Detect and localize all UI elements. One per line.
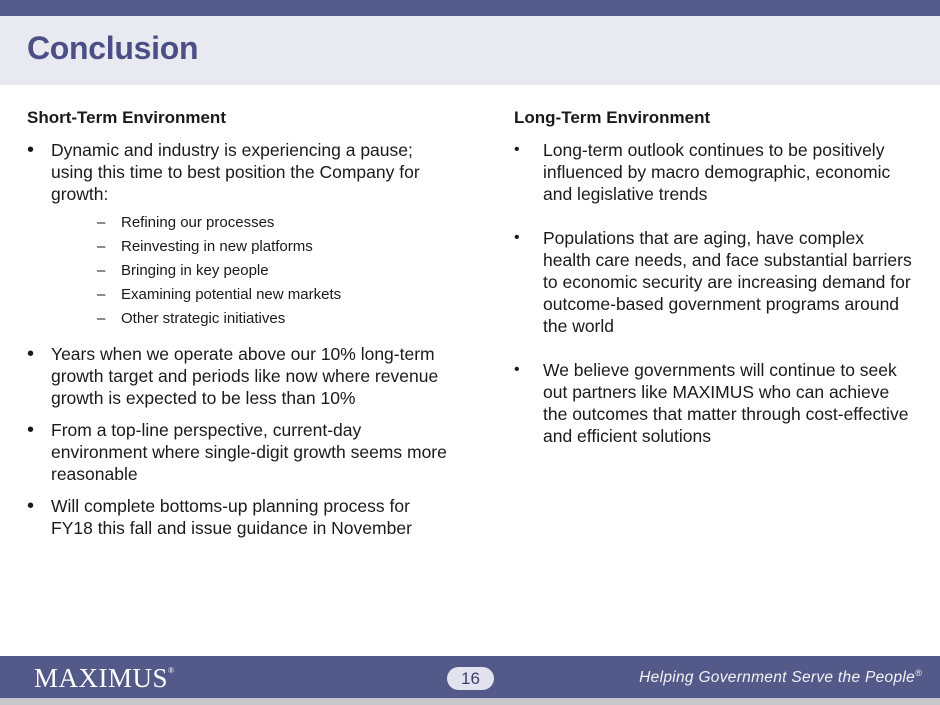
long-term-column	[514, 108, 914, 469]
sub-bullets	[51, 211, 447, 331]
bullet-icon: •	[27, 495, 35, 517]
sub-text: Examining potential new markets	[121, 286, 342, 303]
top-band	[0, 0, 940, 16]
list-item	[514, 139, 914, 205]
dash-icon: –	[97, 286, 106, 303]
dash-icon: –	[97, 238, 106, 255]
long-term-bullets	[514, 139, 914, 447]
registered-mark: ®	[915, 668, 922, 678]
sub-text: Bringing in key people	[121, 262, 269, 279]
bullet-icon: •	[27, 139, 35, 161]
slide-title: Conclusion	[27, 30, 199, 66]
list-item	[514, 359, 914, 447]
bullet-icon: •	[514, 141, 520, 158]
tagline-text: Helping Government Serve the People	[639, 669, 916, 687]
sub-list-item	[51, 235, 447, 259]
sub-list-item	[51, 211, 447, 235]
list-item	[27, 343, 447, 409]
bullet-icon: •	[27, 343, 35, 365]
bullet-text: From a top-line perspective, current-day environment where single-digit growth seems more reasonable	[51, 420, 447, 484]
page-number: 16	[447, 667, 494, 690]
bullet-icon: •	[27, 419, 35, 441]
short-term-bullets	[27, 139, 447, 539]
sub-list-item	[51, 307, 447, 331]
bullet-icon: •	[514, 229, 520, 246]
bullet-text: We believe governments will continue to seek out partners like MAXIMUS who can achieve the outcomes that matter through cost-effective and efficient solutions	[543, 360, 909, 446]
sub-text: Refining our processes	[121, 214, 275, 231]
bullet-text: Long-term outlook continues to be positively influenced by macro demographic, economic and legislative trends	[543, 140, 891, 204]
maximus-logo	[34, 663, 175, 694]
sub-list-item	[51, 259, 447, 283]
bullet-text: Dynamic and industry is experiencing a pause; using this time to best position the Company for growth:	[51, 140, 420, 204]
long-term-heading: Long-Term Environment	[514, 108, 711, 127]
bullet-text: Years when we operate above our 10% long-term growth target and periods like now where revenue growth is expected to be less than 10%	[51, 344, 439, 408]
list-item	[27, 139, 447, 331]
sub-text: Other strategic initiatives	[121, 310, 286, 327]
footer-strip	[0, 698, 940, 705]
sub-text: Reinvesting in new platforms	[121, 238, 313, 255]
short-term-heading: Short-Term Environment	[27, 108, 226, 127]
registered-mark: ®	[168, 666, 175, 675]
list-item	[514, 227, 914, 337]
bullet-text: Will complete bottoms-up planning process for FY18 this fall and issue guidance in November	[51, 496, 412, 538]
sub-list-item	[51, 283, 447, 307]
dash-icon: –	[97, 262, 106, 279]
logo-text: MAXIMUS	[34, 663, 169, 693]
tagline	[639, 668, 922, 687]
bullet-text: Populations that are aging, have complex health care needs, and face substantial barriers to economic security are increasing demand for outcome-based government programs around the world	[543, 228, 912, 336]
dash-icon: –	[97, 214, 106, 231]
short-term-column	[27, 108, 447, 549]
list-item	[27, 419, 447, 485]
dash-icon: –	[97, 310, 106, 327]
bullet-icon: •	[514, 361, 520, 378]
list-item	[27, 495, 447, 539]
